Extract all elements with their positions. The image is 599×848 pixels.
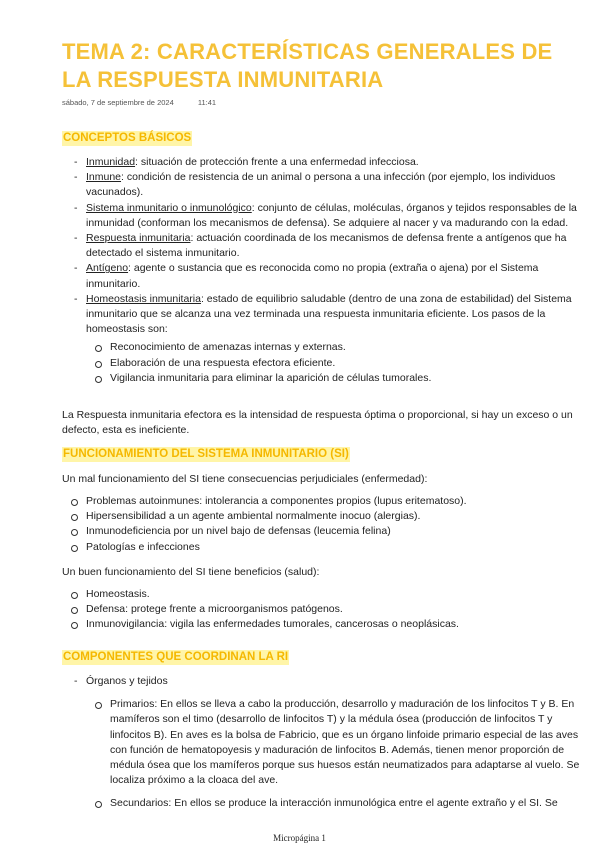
- term: Sistema inmunitario o inmunológico: [86, 201, 252, 214]
- section-heading-funcionamiento: FUNCIONAMIENTO DEL SISTEMA INMUNITARIO (SI): [63, 448, 349, 460]
- good-functioning-list: [62, 587, 590, 633]
- term: Homeostasis inmunitaria: [86, 292, 201, 305]
- definition: : agente o sustancia que es reconocida como no propia (extraña o ajena) por el Sistema inmunitario.: [86, 262, 539, 290]
- list-item: [62, 261, 590, 291]
- definition: : actuación coordinada de los mecanismos de defensa frente a antígenos que ha detectado el sistema inmunitario.: [86, 232, 567, 260]
- term: Antígeno: [86, 262, 129, 275]
- note-time: 11:41: [197, 98, 217, 107]
- homeostasis-steps: [86, 340, 590, 386]
- list-item: Patologías e infecciones: [62, 540, 590, 555]
- list-item: Inmunodeficiencia por un nivel bajo de defensas (leucemia felina): [62, 524, 590, 539]
- list-item: Hipersensibilidad a un agente ambiental normalmente inocuo (alergias).: [62, 509, 590, 524]
- list-item: [62, 170, 590, 200]
- bad-functioning-list: [62, 494, 590, 555]
- section-heading-componentes: COMPONENTES QUE COORDINAN LA RI: [63, 651, 289, 663]
- page-footer: Micropágina 1: [273, 833, 326, 843]
- list-item: [62, 201, 590, 231]
- list-item: [62, 155, 590, 170]
- conceptos-list: [62, 155, 590, 386]
- organos-sublist: [86, 697, 590, 811]
- list-item: Defensa: protege frente a microorganismos patógenos.: [62, 602, 590, 617]
- definition: : conjunto de células, moléculas, órganos y tejidos responsables de la inmunidad (conforman los mecanismos de defensa). Se adquiere al nacer y va madurando con la edad.: [86, 201, 577, 229]
- paragraph: Un buen funcionamiento del SI tiene beneficios (salud):: [62, 566, 320, 578]
- definition: : situación de protección frente a una enfermedad infecciosa.: [135, 156, 419, 168]
- paragraph: Un mal funcionamiento del SI tiene consecuencias perjudiciales (enfermedad):: [62, 473, 428, 485]
- conceptos-list-block: [62, 155, 590, 386]
- list-item: [62, 292, 590, 386]
- list-item: Elaboración de una respuesta efectora eficiente.: [86, 356, 590, 371]
- term: Inmunidad: [86, 156, 136, 168]
- definition: : estado de equilibrio saludable (dentro de una zona de estabilidad) del Sistema inmunitario que se alcanza una vez terminada una respuesta inmunitaria eficiente. Los pasos de la homeostasis son:: [86, 292, 572, 336]
- page-title: TEMA 2: CARACTERÍSTICAS GENERALES DE LA RESPUESTA INMUNITARIA: [62, 39, 553, 92]
- section-heading-conceptos: CONCEPTOS BÁSICOS: [63, 132, 192, 144]
- note-metadata: [62, 98, 238, 107]
- term: Respuesta inmunitaria: [86, 232, 191, 245]
- list-item: Secundarios: En ellos se produce la interacción inmunológica entre el agente extraño y el SI. Se: [86, 796, 590, 811]
- list-item-label: Órganos y tejidos: [86, 675, 168, 687]
- list-item: Problemas autoinmunes: intolerancia a componentes propios (lupus eritematoso).: [62, 494, 590, 509]
- list-item: [62, 674, 590, 812]
- list-item: Homeostasis.: [62, 587, 590, 602]
- term: Inmune: [86, 171, 122, 184]
- note-date: sábado, 7 de septiembre de 2024: [62, 98, 174, 107]
- definition: : condición de resistencia de un animal o persona a una infección (por ejemplo, los individuos vacunados).: [86, 171, 556, 199]
- list-item: Vigilancia inmunitaria para eliminar la aparición de células tumorales.: [86, 371, 590, 386]
- list-item: Primarios: En ellos se lleva a cabo la producción, desarrollo y maduración de los linfocitos T y B. En mamíferos son el timo (desarrollo de linfocitos T) y la médula ósea (producción de linfocitos T y linfocitos B). En aves es la bolsa de Fabricio, que es un órgano linfoide primario especial de las aves con función de hematopoyesis y maduración de linfocitos B. Además, tienen menor proporción de médula ósea que los mamíferos porque sus huesos están neumatizados para adaptarse al vuelo. Se localiza próximo a la cloaca del ave.: [86, 697, 590, 788]
- componentes-list: [62, 674, 590, 812]
- paragraph: La Respuesta inmunitaria efectora es la intensidad de respuesta óptima o proporcional, si hay un exceso o un defecto, esta es ineficiente.: [62, 409, 573, 437]
- list-item: Reconocimiento de amenazas internas y externas.: [86, 340, 590, 355]
- list-item: [62, 231, 590, 261]
- list-item: Inmunovigilancia: vigila las enfermedades tumorales, cancerosas o neoplásicas.: [62, 617, 590, 632]
